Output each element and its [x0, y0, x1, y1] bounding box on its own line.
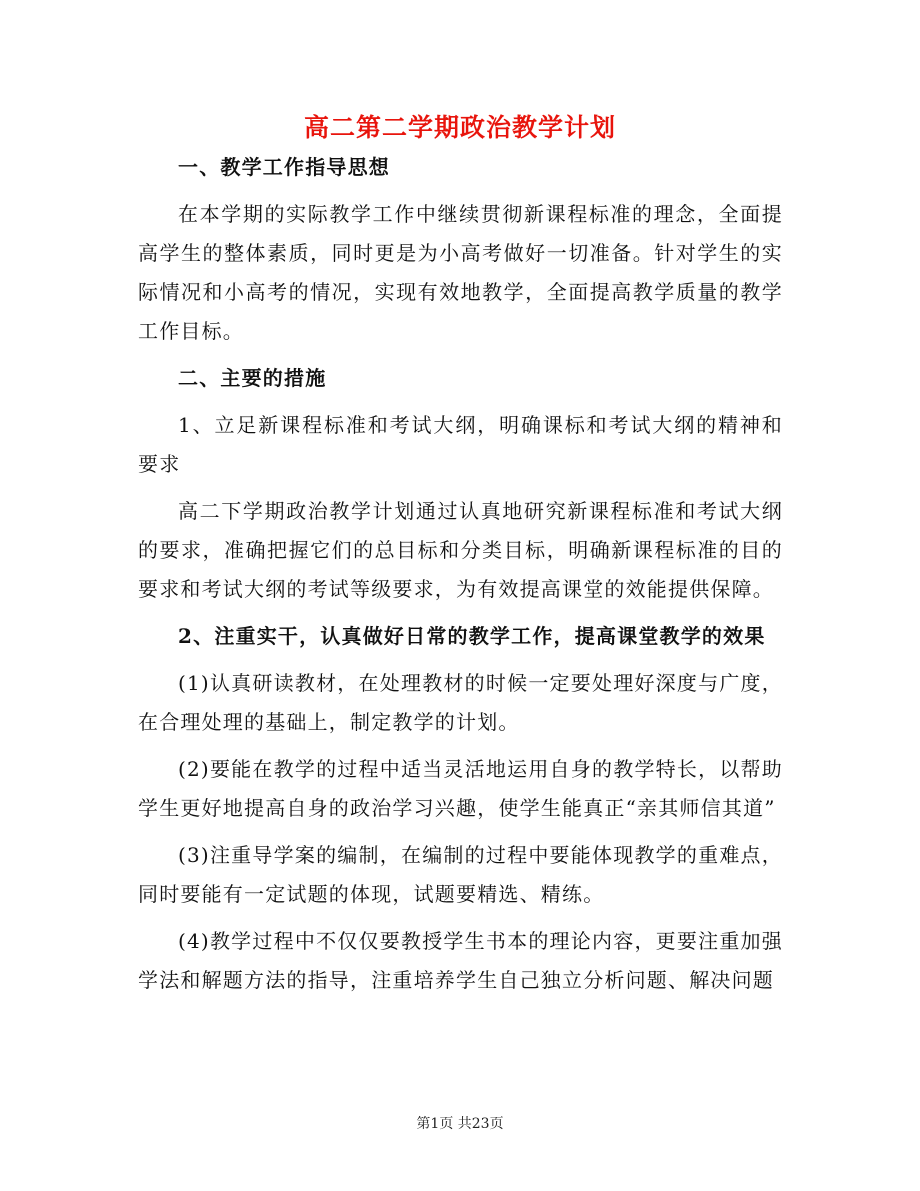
section-heading: 一、教学工作指导思想 — [178, 155, 390, 179]
paragraph: (2)要能在教学的过程中适当灵活地运用自身的教学特长，以帮助学生更好地提高自身的政治学习兴趣，使学生能真正“亲其师信其道” — [138, 757, 783, 820]
paragraph: (3)注重导学案的编制，在编制的过程中要能体现教学的重难点，同时要能有一定试题的体现，试题要精选、精练。 — [138, 843, 783, 906]
document-title: 高二第二学期政治教学计划 — [303, 113, 616, 142]
paragraph: 高二下学期政治教学计划通过认真地研究新课程标准和考试大纲的要求，准确把握它们的总目标和分类目标，明确新课程标准的目的要求和考试大纲的考试等级要求，为有效提高课堂的效能提供保障。 — [138, 499, 783, 601]
paragraph: (1)认真研读教材，在处理教材的时候一定要处理好深度与广度，在合理处理的基础上，制定教学的计划。 — [138, 671, 783, 734]
paragraph: 1、立足新课程标准和考试大纲，明确课标和考试大纲的精神和要求 — [138, 413, 783, 476]
paragraph: (4)教学过程中不仅仅要教授学生书本的理论内容，更要注重加强学法和解题方法的指导，注重培养学生自己独立分析问题、解决问题 — [138, 929, 783, 992]
paragraph: 在本学期的实际教学工作中继续贯彻新课程标准的理念，全面提高学生的整体素质，同时更是为小高考做好一切准备。针对学生的实际情况和小高考的情况，实现有效地教学，全面提高教学质量的教学工作目标。 — [138, 202, 783, 343]
document-body — [138, 148, 783, 1008]
section-heading: 二、主要的措施 — [178, 366, 327, 390]
page-number: 第1页 共23页 — [416, 1116, 504, 1132]
section-heading: 2、注重实干，认真做好日常的教学工作，提高课堂教学的效果 — [178, 624, 766, 648]
